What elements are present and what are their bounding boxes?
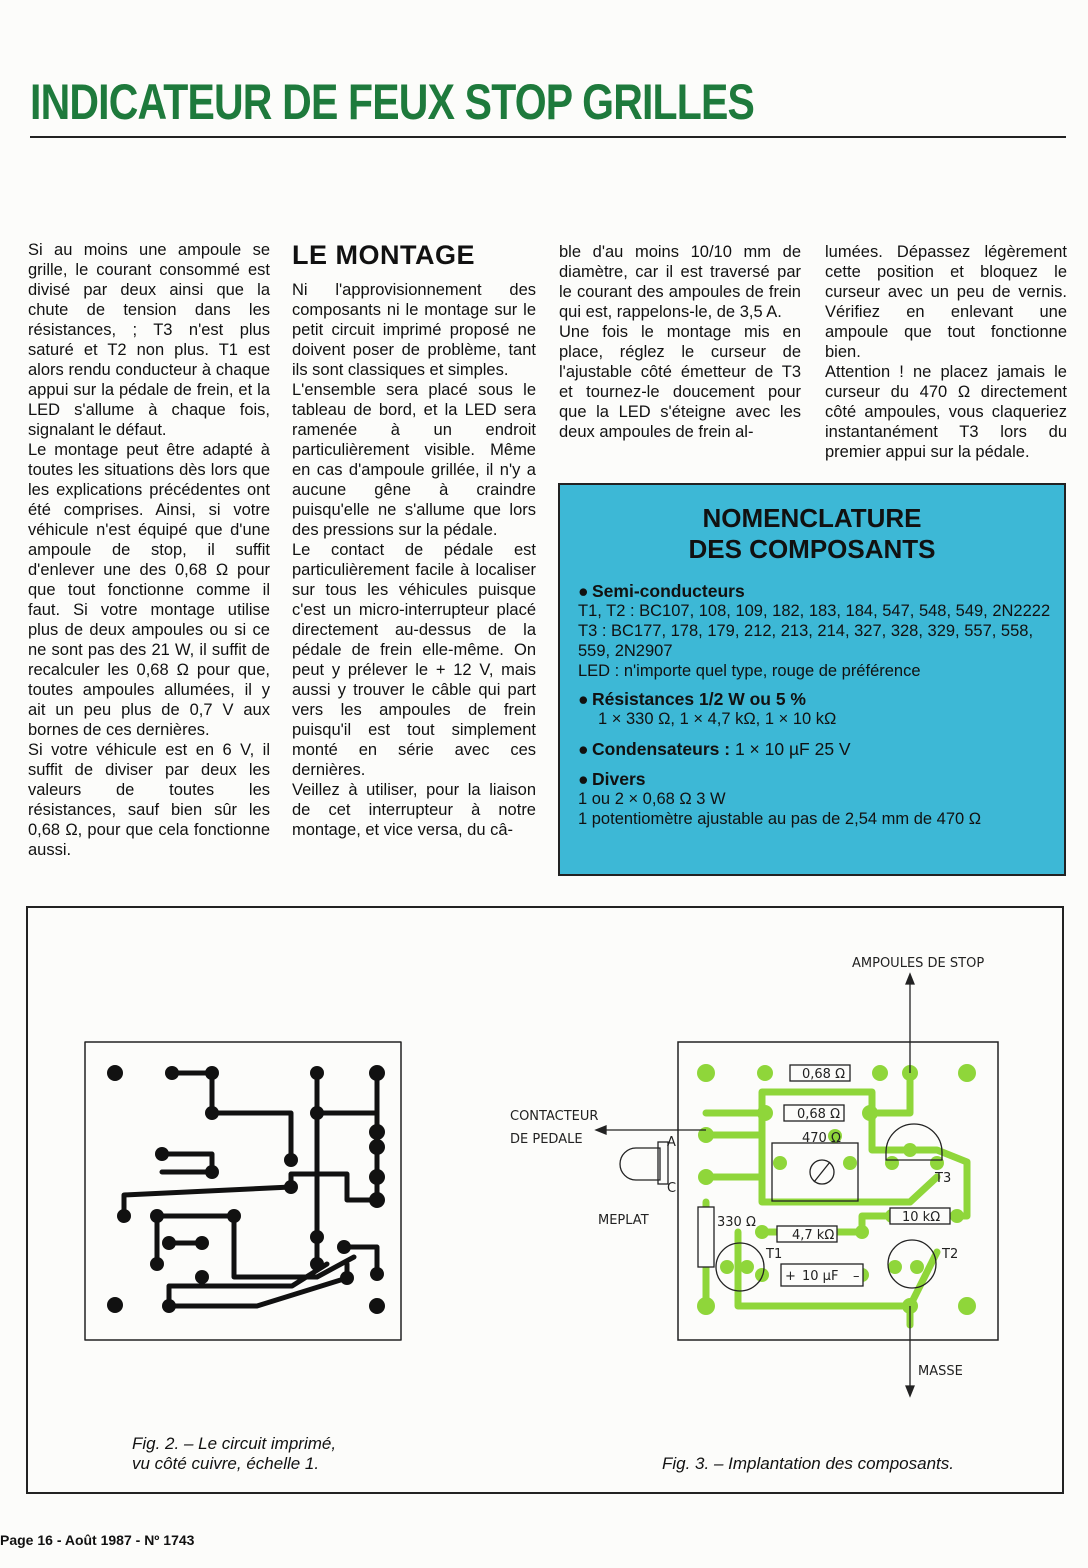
misc-heading: [578, 769, 1052, 789]
capacitors-values: 1 × 10 µF 25 V: [734, 739, 851, 759]
bullet-icon: ●: [578, 769, 589, 789]
label-meplat: MEPLAT: [598, 1213, 649, 1228]
label-a: A: [667, 1135, 676, 1150]
capacitors-heading-text: Condensateurs :: [592, 739, 731, 759]
resistors-section: [560, 689, 1064, 729]
figures-drawing: [28, 908, 1062, 1492]
label-plus: +: [785, 1269, 796, 1284]
section-heading: LE MONTAGE: [292, 240, 475, 270]
semiconductors-heading-text: Semi-conducteurs: [592, 581, 745, 601]
nomenclature-box: [558, 483, 1066, 876]
paragraph: Si votre véhicule est en 6 V, il suffit de diviser par deux les valeurs de toutes les résistances, sauf bien sûr les 0,68 Ω, pour que cela fonctionne aussi.: [28, 741, 270, 859]
bullet-icon: ●: [578, 581, 589, 601]
nomenclature-line: LED : n'importe quel type, rouge de préférence: [578, 662, 921, 680]
title-rule: [30, 136, 1066, 138]
misc-section: [560, 769, 1064, 829]
misc-heading-text: Divers: [592, 769, 646, 789]
nomenclature-title: [560, 503, 1064, 565]
nomenclature-line: 1 potentiomètre ajustable au pas de 2,54 mm de 470 Ω: [578, 810, 982, 828]
label-c: C: [667, 1181, 677, 1196]
label-r068a: 0,68 Ω: [802, 1067, 846, 1082]
pcb-traces: [85, 1042, 401, 1340]
arrows: [596, 974, 914, 1396]
semiconductors-heading: [578, 581, 1052, 601]
label-minus: –: [853, 1269, 860, 1284]
label-r068b: 0,68 Ω: [797, 1107, 841, 1122]
nomenclature-title-line: DES COMPOSANTS: [688, 534, 936, 564]
text-column-4: [825, 242, 1067, 462]
semiconductors-section: [560, 581, 1064, 681]
label-r330: 330 Ω: [717, 1215, 756, 1230]
text-column-1: [28, 240, 270, 860]
capacitors-heading: [578, 739, 1052, 759]
label-masse: MASSE: [918, 1364, 963, 1379]
paragraph: Si au moins une ampoule se grille, le courant consommé est divisé par deux ainsi que la chute de tension dans les résistances, ; T3 n'est plus saturé et T2 non plus. T1 est alors rendu conducteur à chaque appui sur la pédale de frein, et la LED s'allume à chaque fois, signalant le défaut.: [28, 241, 270, 439]
nomenclature-line: 1 ou 2 × 0,68 Ω 3 W: [578, 790, 726, 808]
fig2-caption-line: vu côté cuivre, échelle 1.: [132, 1454, 320, 1473]
paragraph: Ni l'approvisionnement des composants ni le montage sur le petit circuit imprimé proposé ne doivent poser de problème, tant ils sont classiques et simples.: [292, 281, 536, 379]
nomenclature-line: T3 : BC177, 178, 179, 212, 213, 214, 327, 328, 329, 557, 558, 559, 2N2907: [578, 622, 1034, 660]
label-contacteur: CONTACTEUR: [510, 1109, 599, 1124]
resistors-heading-text: Résistances 1/2 W ou 5 %: [592, 689, 806, 709]
text-column-2: [292, 240, 536, 840]
text-column-3: [559, 242, 801, 442]
nomenclature-line: T1, T2 : BC107, 108, 109, 182, 183, 184, 547, 548, 549, 2N2222: [578, 602, 1051, 620]
label-t3: T3: [935, 1171, 952, 1186]
paragraph: Veillez à utiliser, pour la liaison de cet interrupteur à notre montage, et vice versa, du câ-: [292, 781, 536, 839]
paragraph: L'ensemble sera placé sous le tableau de bord, et la LED sera ramenée à un endroit particulièrement visible. Même en cas d'ampoule grillée, il n'y a aucune gêne à craindre puisqu'elle ne s'allume que lors des pressions sur la pédale.: [292, 381, 536, 539]
label-r10k: 10 kΩ: [902, 1210, 941, 1225]
label-c10u: 10 µF: [802, 1269, 839, 1284]
fig2-caption-line: Fig. 2. – Le circuit imprimé,: [132, 1434, 337, 1453]
paragraph: ble d'au moins 10/10 mm de diamètre, car il est traversé par le courant des ampoules de frein qui est, rappelons-le, de 3,5 A.: [559, 243, 801, 321]
paragraph: Une fois le montage mis en place, réglez le curseur de l'ajustable côté émetteur de T3 et tournez-le doucement pour que la LED s'éteigne avec les deux ampoules de frein al-: [559, 323, 801, 441]
fig2-caption: [132, 1434, 336, 1474]
figure-frame: [26, 906, 1064, 1494]
page-title: INDICATEUR DE FEUX STOP GRILLES: [30, 74, 755, 130]
component-outlines: [620, 1065, 950, 1291]
label-ampoules: AMPOULES DE STOP: [852, 956, 985, 971]
label-t2: T2: [942, 1247, 959, 1262]
paragraph: lumées. Dépassez légèrement cette position et bloquez le curseur avec un peu de vernis. Vérifiez en enlevant une ampoule que tout fonctionne bien.: [825, 243, 1067, 361]
page-footer: Page 16 - Août 1987 - Nº 1743: [0, 1532, 195, 1548]
label-pedale: DE PEDALE: [510, 1132, 583, 1147]
paragraph: Le contact de pédale est particulièrement facile à localiser sur tous les véhicules puisque c'est un micro-interrupteur placé directement au-dessus de la pédale de frein elle-même. On peut y prélever le + 12 V, mais aussi y trouver le câble qui part vers les ampoules de frein puisqu'il est tout simplement monté en série avec ces dernières.: [292, 541, 536, 779]
bullet-icon: ●: [578, 689, 589, 709]
label-r47k: 4,7 kΩ: [792, 1228, 835, 1243]
nomenclature-title-line: NOMENCLATURE: [702, 503, 922, 533]
component-layout: [510, 956, 998, 1396]
capacitors-section: [560, 739, 1064, 759]
nomenclature-line: 1 × 330 Ω, 1 × 4,7 kΩ, 1 × 10 kΩ: [598, 710, 837, 728]
paragraph: Le montage peut être adapté à toutes les situations dès lors que les explications précédentes ont été comprises. Ainsi, si votre véhicule n'est équipé que d'une ampoule de stop, il suffit d'enlever une des 0,68 Ω pour que tout fonctionne comme il faut. Si votre montage utilise plus de deux ampoules ou si ce ne sont pas des 21 W, il suffit de recalculer les 0,68 Ω pour que, toutes ampoules allumées, il y ait un peu plus de 0,7 V aux bornes de ces dernières.: [28, 441, 270, 739]
label-t1: T1: [766, 1247, 783, 1262]
paragraph: Attention ! ne placez jamais le curseur du 470 Ω directement côté ampoules, vous claqueriez instantanément T3 lors du premier appui sur la pédale.: [825, 363, 1067, 461]
fig3-caption: Fig. 3. – Implantation des composants.: [662, 1454, 954, 1473]
label-r470: 470 Ω: [802, 1131, 841, 1146]
resistors-heading: [578, 689, 1052, 709]
bullet-icon: ●: [578, 739, 589, 759]
